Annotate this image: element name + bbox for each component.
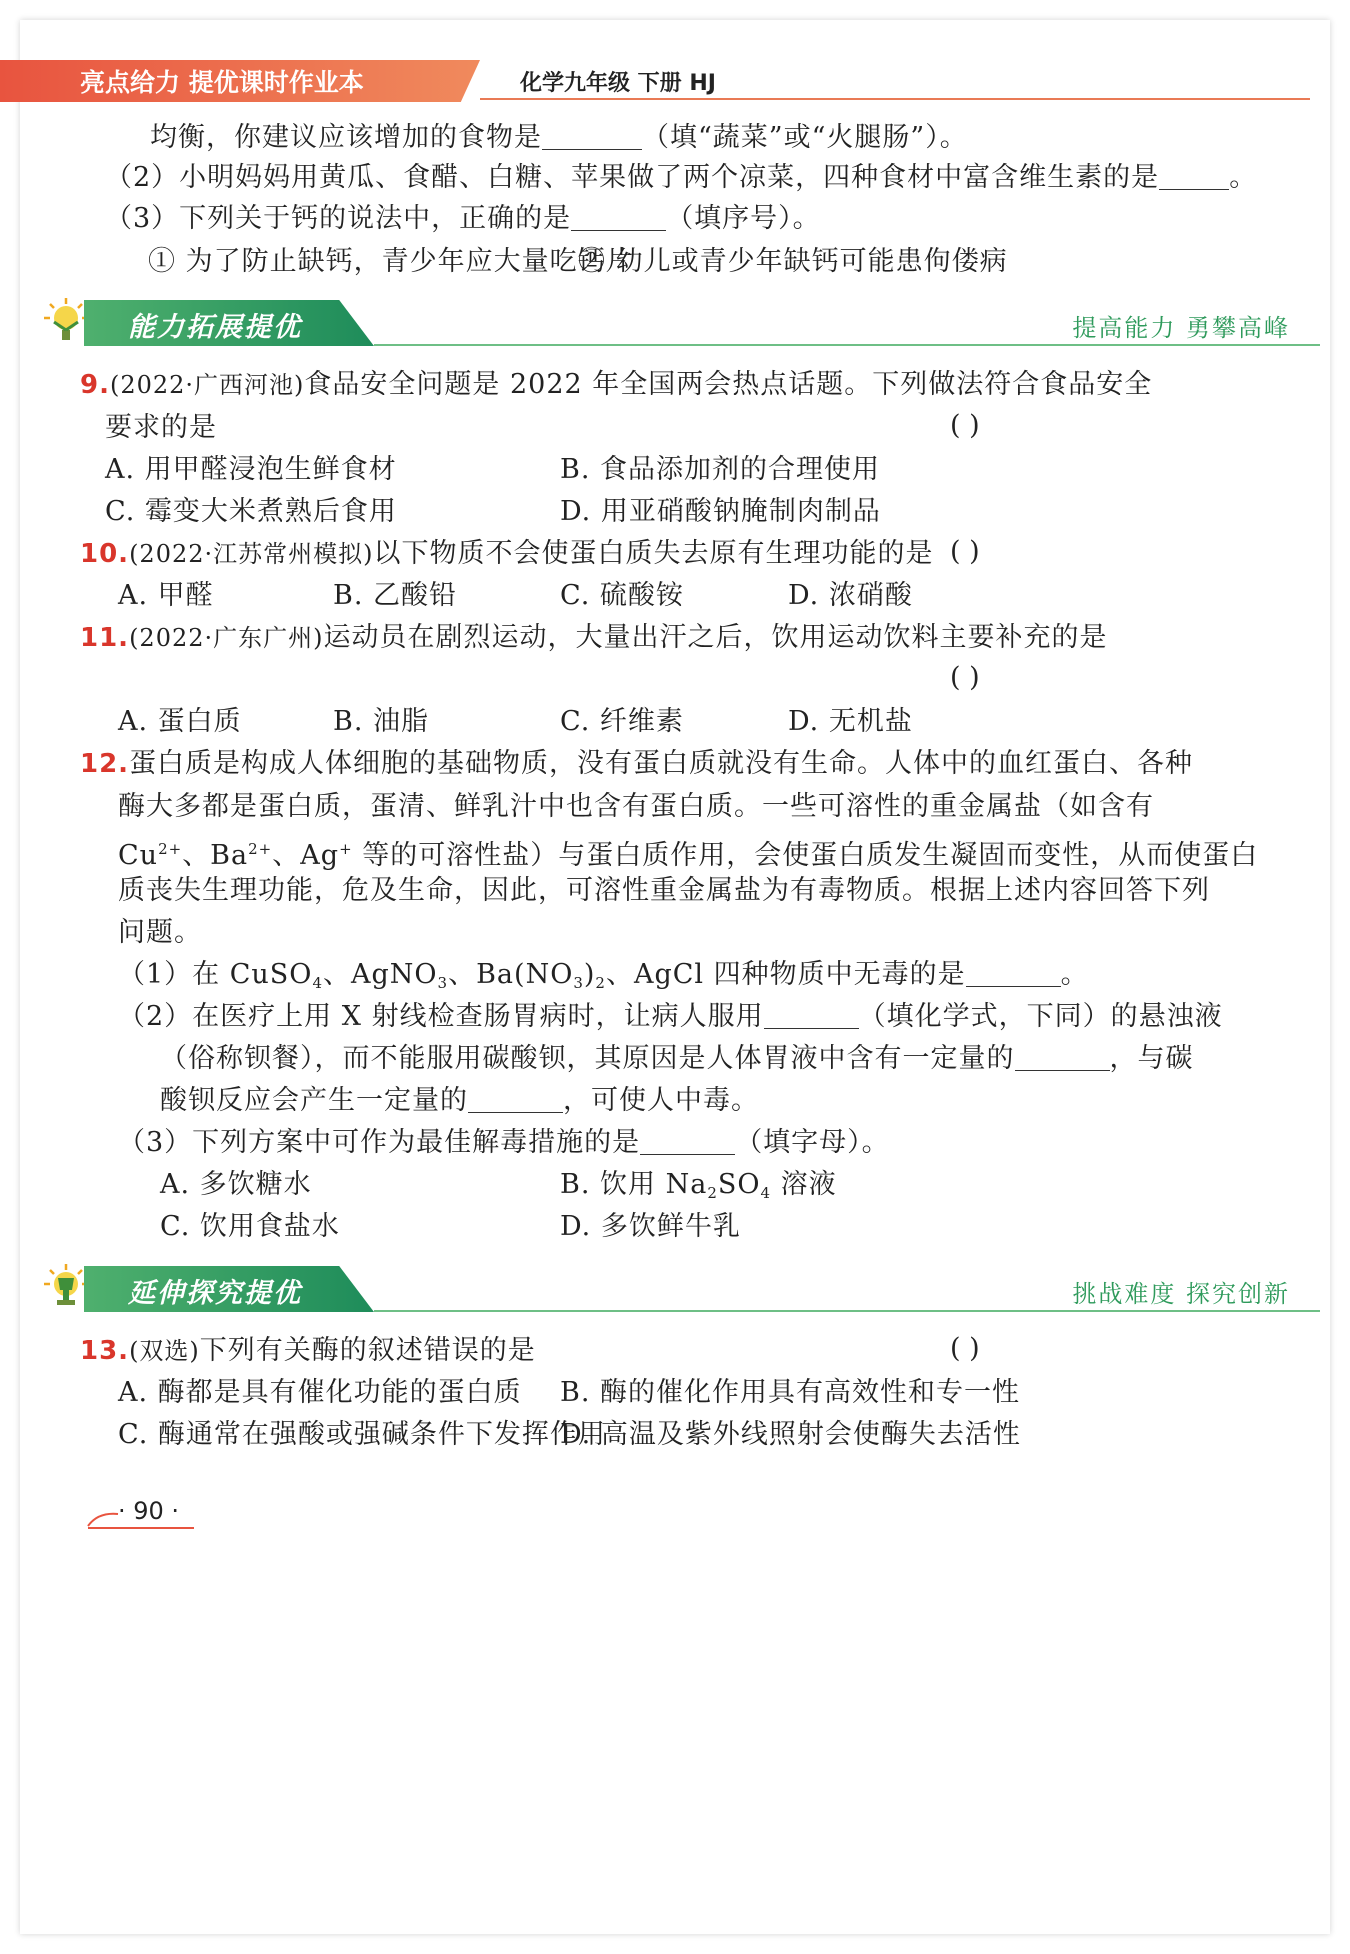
- question-number: 11.: [80, 623, 130, 653]
- option-a: A. 甲醛: [118, 580, 214, 611]
- option-c: C. 酶通常在强酸或强碱条件下发挥作用: [118, 1419, 606, 1450]
- answer-blank[interactable]: [1159, 161, 1229, 190]
- q10-line: 10.(2022·江苏常州模拟)以下物质不会使蛋白质失去原有生理功能的是: [80, 538, 934, 569]
- top-q2: （2）小明妈妈用黄瓜、食醋、白糖、苹果做了两个凉菜，四种食材中富含维生素的是 。: [105, 162, 1258, 193]
- q13-line: 13.(双选)下列有关酶的叙述错误的是: [80, 1335, 536, 1366]
- option-a: A. 多饮糖水: [160, 1169, 312, 1200]
- option-d: D. 浓硝酸: [788, 580, 913, 611]
- q12-sub3: （3）下列方案中可作为最佳解毒措施的是 （填字母）。: [118, 1127, 890, 1158]
- question-number: 9.: [80, 370, 110, 400]
- option-d: D. 多饮鲜牛乳: [560, 1211, 741, 1242]
- option-b: B. 饮用 $Na_2SO_4$ 溶液: [560, 1169, 837, 1202]
- answer-paren[interactable]: ( ): [950, 536, 980, 567]
- answer-blank[interactable]: [542, 121, 642, 150]
- option-a: A. 酶都是具有催化功能的蛋白质: [118, 1377, 522, 1408]
- q12-line5: 问题。: [118, 917, 202, 948]
- top-opt2: ② 幼儿或青少年缺钙可能患佝偻病: [578, 246, 1008, 277]
- answer-paren[interactable]: ( ): [950, 1333, 980, 1364]
- section-rule: [374, 344, 1320, 346]
- page-number: · 90 ·: [118, 1497, 180, 1525]
- option-c: C. 饮用食盐水: [160, 1211, 340, 1242]
- option-c: C. 纤维素: [560, 706, 684, 737]
- answer-blank[interactable]: [571, 202, 666, 231]
- section-banner-extension: [40, 1266, 1320, 1312]
- section-rule: [374, 1310, 1320, 1312]
- answer-blank[interactable]: [640, 1126, 735, 1155]
- header-brand: 亮点给力 提优课时作业本: [80, 68, 364, 97]
- option-d: D. 高温及紫外线照射会使酶失去活性: [560, 1419, 1021, 1450]
- option-a: A. 蛋白质: [118, 706, 242, 737]
- answer-blank[interactable]: [966, 958, 1061, 987]
- answer-paren[interactable]: ( ): [950, 662, 980, 693]
- q12-sub2-line2: （俗称钡餐），而不能服用碳酸钡，其原因是人体胃液中含有一定量的 ，与碳: [160, 1043, 1194, 1074]
- option-b: B. 油脂: [333, 706, 430, 737]
- top-line1: 均衡，你建议应该增加的食物是 （填“蔬菜”或“火腿肠”）。: [150, 122, 968, 153]
- question-source: (2022·广东广州): [129, 624, 324, 652]
- answer-paren[interactable]: ( ): [950, 410, 980, 441]
- q9-line2: 要求的是: [105, 412, 217, 443]
- section-title: 能力拓展提优: [128, 312, 302, 343]
- option-d: D. 无机盐: [788, 706, 913, 737]
- q12-sub2-line3: 酸钡反应会产生一定量的 ，可使人中毒。: [160, 1085, 759, 1116]
- section-slogan: 挑战难度 探究创新: [1072, 1280, 1290, 1308]
- option-c: C. 硫酸铵: [560, 580, 684, 611]
- question-number: 13.: [80, 1336, 130, 1366]
- q12-sub2-line1: （2）在医疗上用 X 射线检查肠胃病时，让病人服用 （填化学式，下同）的悬浊液: [118, 1001, 1223, 1032]
- q12-sub1: （1）在 CuSO$_4$、AgNO$_3$、$Ba(NO_3)_2$、AgCl 四种物质中无毒的是 。: [118, 959, 1089, 992]
- q9-line1: 9.(2022·广西河池)食品安全问题是 2022 年全国两会热点话题。下列做法符合食品安全: [80, 369, 1153, 400]
- q12-line1: 12.蛋白质是构成人体细胞的基础物质，没有蛋白质就没有生命。人体中的血红蛋白、各种: [80, 748, 1194, 779]
- header-rule: [480, 98, 1310, 100]
- option-b: B. 食品添加剂的合理使用: [560, 454, 881, 485]
- question-number: 12.: [80, 749, 130, 779]
- section-banner-ability: [40, 300, 1320, 346]
- q12-line2: 酶大多都是蛋白质，蛋清、鲜乳汁中也含有蛋白质。一些可溶性的重金属盐（如含有: [118, 791, 1154, 822]
- q12-line4: 质丧失生理功能，危及生命，因此，可溶性重金属盐为有毒物质。根据上述内容回答下列: [118, 875, 1210, 906]
- option-c: C. 霉变大米煮熟后食用: [105, 496, 397, 527]
- option-a: A. 用甲醛浸泡生鲜食材: [105, 454, 397, 485]
- section-slogan: 提高能力 勇攀高峰: [1072, 314, 1290, 342]
- answer-blank[interactable]: [1015, 1042, 1110, 1071]
- option-b: B. 酶的催化作用具有高效性和专一性: [560, 1377, 1021, 1408]
- question-number: 10.: [80, 539, 130, 569]
- option-b: B. 乙酸铅: [333, 580, 458, 611]
- top-q3: （3）下列关于钙的说法中，正确的是 （填序号）。: [105, 203, 821, 234]
- top-opt1: ① 为了防止缺钙，青少年应大量吃钙片: [148, 246, 634, 277]
- answer-blank[interactable]: [764, 1000, 859, 1029]
- q11-line: 11.(2022·广东广州)运动员在剧烈运动，大量出汗之后，饮用运动饮料主要补充的是: [80, 622, 1108, 653]
- section-title: 延伸探究提优: [128, 1278, 302, 1309]
- q12-line3: $Cu^{2+}$、$Ba^{2+}$、Ag+ 等的可溶性盐）与蛋白质作用，会使蛋白质发生凝固而变性，从而使蛋白: [118, 840, 1259, 871]
- option-d: D. 用亚硝酸钠腌制肉制品: [560, 496, 881, 527]
- answer-blank[interactable]: [468, 1084, 563, 1113]
- question-source: (2022·广西河池): [109, 371, 305, 399]
- header-book: 化学九年级 下册 HJ: [520, 71, 716, 96]
- question-source: (2022·江苏常州模拟): [129, 540, 374, 568]
- question-source: (双选): [129, 1337, 200, 1365]
